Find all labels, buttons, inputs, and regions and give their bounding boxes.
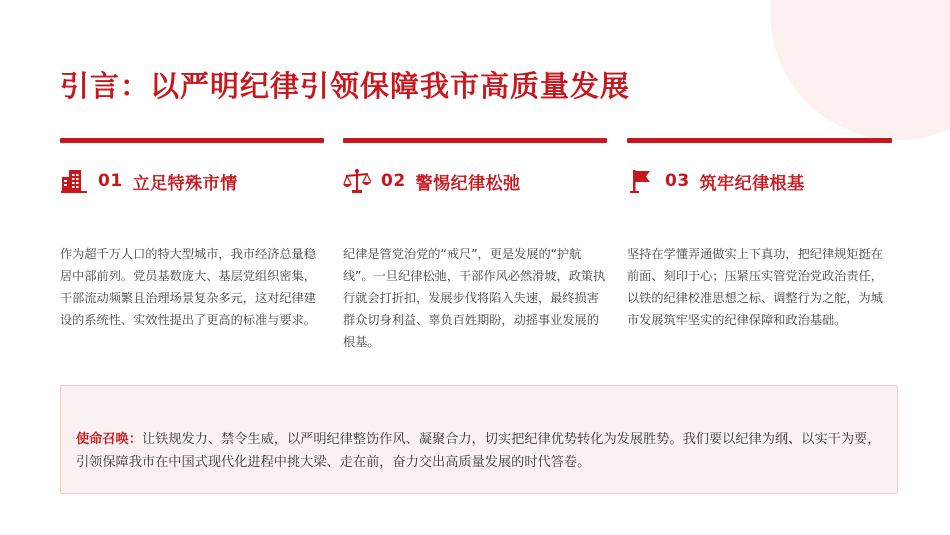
section-divider — [627, 138, 892, 143]
flag-icon — [627, 167, 655, 195]
decorative-circle — [770, 0, 950, 140]
section-card-2 — [343, 138, 607, 353]
callout-text: 让铁规发力、禁令生威，以严明纪律整饬作风、凝聚合力，切实把纪律优势转化为发展胜势。我们要以纪律为纲、以实干为要，引领保障我市在中国式现代化进程中挑大梁、走在前，奋力交出高质量发展的时代答卷。 — [76, 432, 881, 470]
section-card-3 — [627, 138, 892, 331]
section-header — [627, 166, 892, 196]
section-number: 02 — [381, 171, 406, 191]
page-title: 引言：以严明纪律引领保障我市高质量发展 — [60, 69, 631, 103]
section-body: 纪律是管党治党的“戒尺”，更是发展的“护航线”。一旦纪律松弛，干部作风必然滑坡，政策执行就会打折扣，发展步伐将陷入失速，最终损害群众切身利益、辜负百姓期盼，动摇事业发展的根基。 — [343, 247, 606, 349]
section-divider — [343, 138, 607, 143]
mission-callout — [60, 385, 898, 494]
section-heading: 立足特殊市情 — [132, 173, 238, 194]
section-header — [343, 166, 607, 196]
section-body: 坚持在学懂弄通做实上下真功，把纪律规矩挺在前面、刻印于心；压紧压实管党治党政治责任，以铁的纪律校准思想之标、调整行为之舵，为城市发展筑牢坚实的纪律保障和政治基础。 — [627, 247, 883, 327]
section-number: 03 — [665, 171, 690, 191]
section-header — [60, 166, 324, 196]
section-body: 作为超千万人口的特大型城市，我市经济总量稳居中部前列。党员基数庞大、基层党组织密集，干部流动频繁且治理场景复杂多元，这对纪律建设的系统性、实效性提出了更高的标准与要求。 — [60, 247, 316, 327]
balance-scale-icon — [343, 167, 371, 195]
callout-label: 使命召唤： — [76, 432, 142, 447]
section-heading: 筑牢纪律根基 — [699, 173, 805, 194]
section-heading: 警惕纪律松弛 — [415, 173, 521, 194]
city-buildings-icon — [60, 167, 88, 195]
section-card-1 — [60, 138, 324, 331]
section-divider — [60, 138, 324, 143]
section-number: 01 — [98, 171, 123, 191]
